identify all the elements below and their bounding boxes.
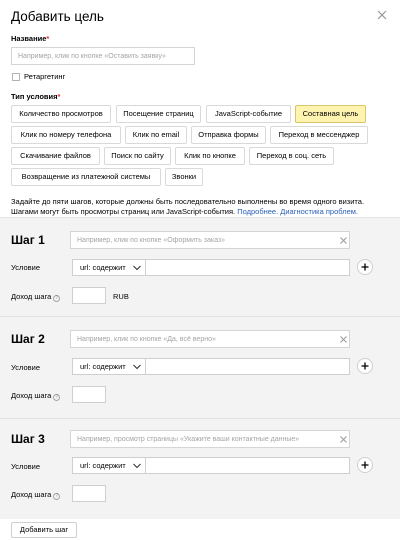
type-option-calls[interactable]: Звонки	[165, 168, 203, 186]
type-option-pageviews[interactable]: Количество просмотров	[11, 105, 111, 123]
step-divider	[0, 418, 400, 419]
step-2-name-input[interactable]	[70, 330, 350, 348]
type-option-button-click[interactable]: Клик по кнопке	[175, 147, 245, 165]
condition-label: Условие	[11, 462, 40, 471]
type-option-file-download[interactable]: Скачивание файлов	[11, 147, 100, 165]
condition-label: Условие	[11, 263, 40, 272]
help-icon[interactable]: ?	[53, 394, 60, 401]
step-3-name-input[interactable]	[70, 430, 350, 448]
clear-icon[interactable]	[336, 430, 350, 448]
goal-name-input[interactable]	[11, 47, 195, 65]
revenue-label: Доход шага ?	[11, 490, 60, 500]
select-value: url: содержит	[80, 362, 126, 371]
revenue-label: Доход шага ?	[11, 391, 60, 401]
chevron-down-icon	[133, 265, 141, 271]
step-1-condition-input[interactable]	[146, 259, 350, 276]
revenue-label: Доход шага ?	[11, 292, 60, 302]
step-2-revenue-input[interactable]	[72, 386, 106, 403]
select-value: url: содержит	[80, 263, 126, 272]
type-option-email-click[interactable]: Клик по email	[125, 126, 187, 144]
step-3-title: Шаг 3	[11, 432, 45, 446]
plus-icon[interactable]	[357, 457, 373, 473]
name-label: Название*	[11, 34, 50, 43]
retargeting-label: Ретаргетинг	[24, 72, 66, 81]
chevron-down-icon	[133, 364, 141, 370]
retargeting-checkbox-row[interactable]	[12, 72, 65, 81]
select-value: url: содержит	[80, 461, 126, 470]
step-3-condition-select[interactable]	[72, 457, 146, 474]
help-icon[interactable]: ?	[53, 295, 60, 302]
more-link[interactable]: Подробнее.	[237, 207, 279, 216]
step-1-name-input[interactable]	[70, 231, 350, 249]
required-mark: *	[46, 34, 50, 43]
clear-icon[interactable]	[336, 330, 350, 348]
plus-icon[interactable]	[357, 358, 373, 374]
type-option-composite[interactable]: Составная цель	[295, 105, 366, 123]
step-divider	[0, 316, 400, 317]
type-option-phone-click[interactable]: Клик по номеру телефона	[11, 126, 121, 144]
clear-icon[interactable]	[336, 231, 350, 249]
add-step-button[interactable]: Добавить шаг	[11, 522, 77, 538]
type-option-form-submit[interactable]: Отправка формы	[191, 126, 266, 144]
condition-label: Условие	[11, 363, 40, 372]
step-2-condition-input[interactable]	[146, 358, 350, 375]
type-option-site-search[interactable]: Поиск по сайту	[104, 147, 171, 165]
currency-label: RUB	[113, 292, 129, 301]
step-1-title: Шаг 1	[11, 233, 45, 247]
step-1-revenue-input[interactable]	[72, 287, 106, 304]
required-mark: *	[57, 92, 61, 101]
plus-icon[interactable]	[357, 259, 373, 275]
type-option-payment-return[interactable]: Возвращение из платежной системы	[11, 168, 161, 186]
type-option-js-event[interactable]: JavaScript-событие	[206, 105, 291, 123]
steps-description: Задайте до пяти шагов, которые должны быть последовательно выполнены во время одного визита. Шагами могут быть просмотры страниц или JavaScript-события. Подробнее. Диагностика проблем.	[11, 197, 365, 216]
step-3-revenue-input[interactable]	[72, 485, 106, 502]
retargeting-checkbox[interactable]	[12, 73, 20, 81]
step-3-condition-input[interactable]	[146, 457, 350, 474]
close-icon[interactable]	[375, 8, 389, 22]
type-option-messenger[interactable]: Переход в мессенджер	[270, 126, 368, 144]
diagnostics-link[interactable]: Диагностика проблем.	[280, 207, 358, 216]
step-2-title: Шаг 2	[11, 332, 45, 346]
condition-type-label: Тип условия*	[11, 92, 61, 101]
help-icon[interactable]: ?	[53, 493, 60, 500]
type-option-social[interactable]: Переход в соц. сеть	[249, 147, 334, 165]
step-2-condition-select[interactable]	[72, 358, 146, 375]
dialog-title: Добавить цель	[11, 9, 104, 24]
step-1-condition-select[interactable]	[72, 259, 146, 276]
type-option-page-visit[interactable]: Посещение страниц	[116, 105, 201, 123]
chevron-down-icon	[133, 463, 141, 469]
